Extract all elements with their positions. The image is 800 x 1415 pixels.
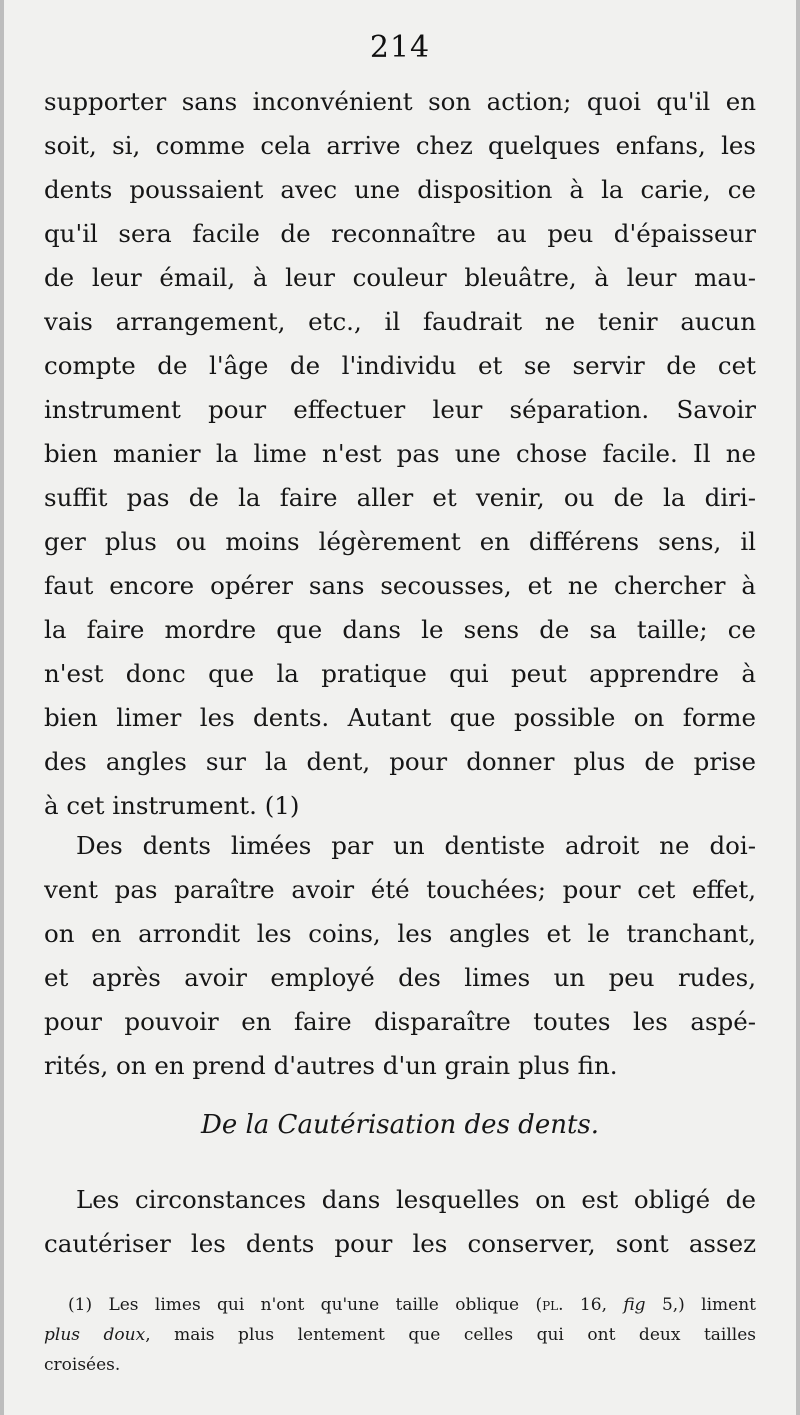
text-line: pour pouvoir en faire disparaître toutes les aspé-	[44, 1007, 756, 1036]
text-line: cautériser les dents pour les conserver, sont assez	[44, 1229, 756, 1258]
paragraph-1	[44, 80, 756, 828]
footnote-italic-text: plus doux	[44, 1325, 146, 1345]
page-edge-right	[796, 0, 800, 1415]
page-number: 214	[369, 30, 431, 65]
footnote-text: , mais plus lentement que celles qui ont deux tailles	[145, 1325, 756, 1345]
text-line: la faire mordre que dans le sens de sa taille; ce	[44, 615, 756, 644]
figure-abbrev: fig	[623, 1295, 646, 1315]
text-line: compte de l'âge de l'individu et se servir de cet	[44, 351, 756, 380]
text-line: n'est donc que la pratique qui peut apprendre à	[44, 659, 756, 688]
text-line: instrument pour effectuer leur séparation. Savoir	[44, 395, 756, 424]
plate-abbrev: pl.	[542, 1295, 564, 1315]
text-line: vais arrangement, etc., il faudrait ne tenir aucun	[44, 307, 756, 336]
text-line: de leur émail, à leur couleur bleuâtre, à leur mau-	[44, 263, 756, 292]
footnote-line	[44, 1290, 756, 1320]
text-line: des angles sur la dent, pour donner plus de prise	[44, 747, 756, 776]
text-line: qu'il sera facile de reconnaître au peu d'épaisseur	[44, 219, 756, 248]
footnote-text: 16,	[563, 1295, 624, 1315]
footnote	[44, 1290, 756, 1380]
footnote-text: (1) Les limes qui n'ont qu'une taille oblique (	[68, 1295, 543, 1315]
text-line: bien limer les dents. Autant que possible on forme	[44, 703, 756, 732]
text-line: bien manier la lime n'est pas une chose facile. Il ne	[44, 439, 756, 468]
page-edge-left	[0, 0, 4, 1415]
text-line: Les circonstances dans lesquelles on est obligé de	[76, 1185, 756, 1214]
text-line: supporter sans inconvénient son action; quoi qu'il en	[44, 87, 756, 116]
text-line: vent pas paraître avoir été touchées; pour cet effet,	[44, 875, 756, 904]
footnote-text: 5,) liment	[645, 1295, 756, 1315]
text-line: et après avoir employé des limes un peu rudes,	[44, 963, 756, 992]
paragraph-2	[44, 824, 756, 1088]
text-line: Des dents limées par un dentiste adroit ne doi-	[76, 831, 756, 860]
paragraph-3	[44, 1178, 756, 1266]
text-line: soit, si, comme cela arrive chez quelques enfans, les	[44, 131, 756, 160]
text-line: faut encore opérer sans secousses, et ne chercher à	[44, 571, 756, 600]
text-line: à cet instrument. (1)	[44, 791, 300, 820]
section-heading: De la Cautérisation des dents.	[200, 1110, 600, 1140]
footnote-line: croisées.	[44, 1355, 121, 1375]
text-line: on en arrondit les coins, les angles et le tranchant,	[44, 919, 756, 948]
text-line: dents poussaient avec une disposition à la carie, ce	[44, 175, 756, 204]
footnote-line	[44, 1320, 756, 1350]
text-line: suffit pas de la faire aller et venir, ou de la diri-	[44, 483, 756, 512]
text-line: rités, on en prend d'autres d'un grain plus fin.	[44, 1051, 618, 1080]
text-line: ger plus ou moins légèrement en différens sens, il	[44, 527, 756, 556]
